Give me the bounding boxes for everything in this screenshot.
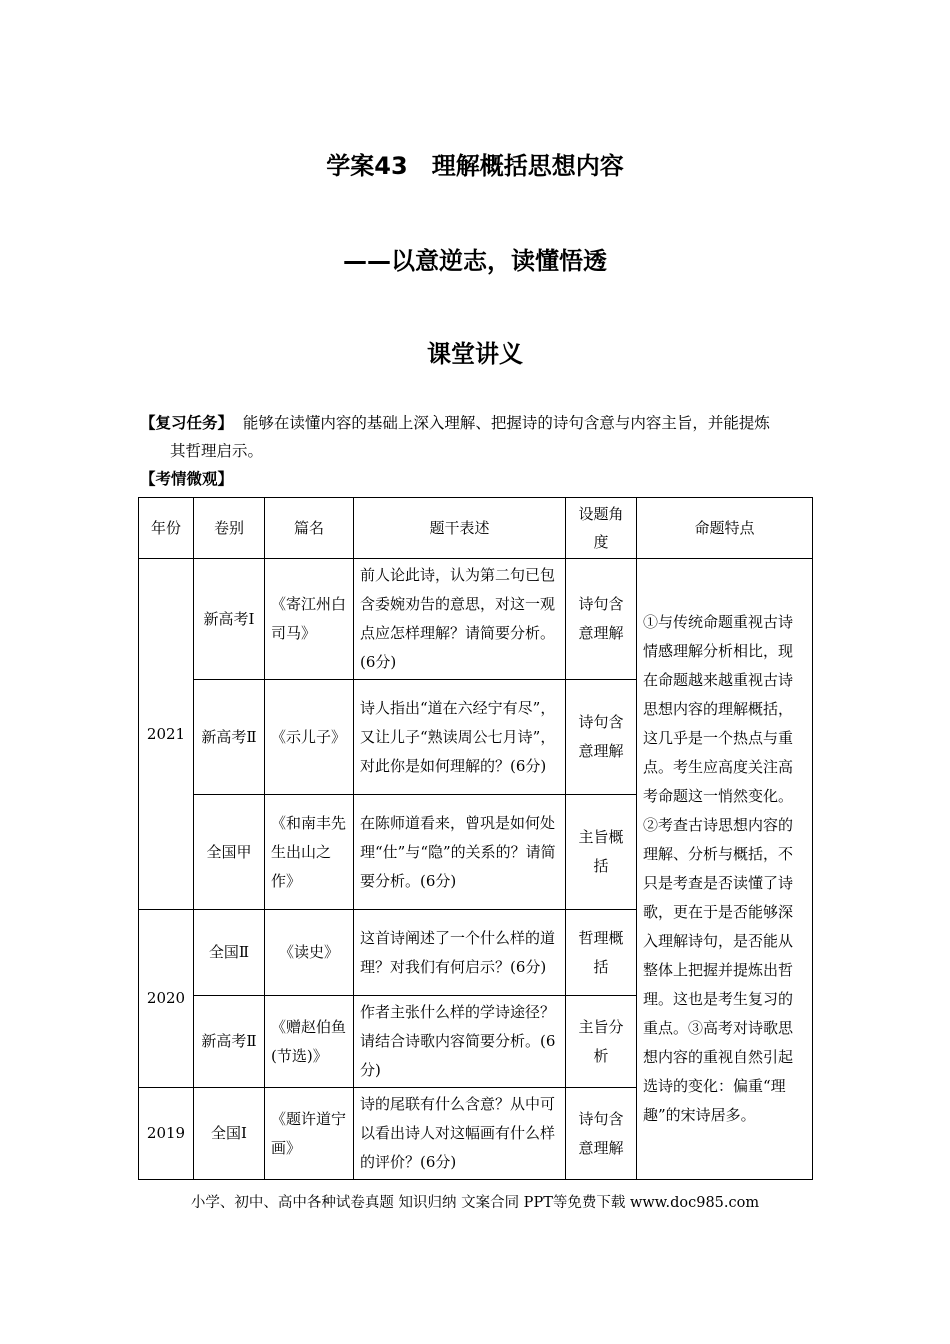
table-row [139,559,813,680]
question-cell: 诗的尾联有什么含意？从中可以看出诗人对这幅画有什么样的评价？(6分) [354,1088,566,1180]
table-header-row [139,498,813,559]
kaoqing-label: 【考情微观】 [140,470,234,488]
angle-cell: 哲理概括 [566,910,637,996]
header-year: 年份 [139,498,194,559]
page-footer: 小学、初中、高中各种试卷真题 知识归纳 文案合同 PPT等免费下载 www.doc985.com [190,1195,760,1211]
question-cell: 作者主张什么样的学诗途径？请结合诗歌内容简要分析。(6分) [354,996,566,1088]
poem-cell: 《和南丰先生出山之作》 [265,795,354,910]
poem-cell: 《示儿子》 [265,680,354,795]
header-angle: 设题角度 [566,498,637,559]
angle-cell: 诗句含意理解 [566,559,637,680]
poem-cell: 《寄江州白司马》 [265,559,354,680]
paper-cell: 全国甲 [194,795,265,910]
header-question: 题干表述 [354,498,566,559]
poem-cell: 《赠赵伯鱼(节选)》 [265,996,354,1088]
header-feature: 命题特点 [637,498,813,559]
year-cell: 2021 [139,559,194,910]
angle-cell: 主旨概括 [566,795,637,910]
review-text-1: 能够在读懂内容的基础上深入理解、把握诗的诗句含意与内容主旨，并能提炼 [242,414,770,432]
review-task [140,409,812,465]
paper-cell: 全国Ⅰ [194,1088,265,1180]
angle-cell: 诗句含意理解 [566,680,637,795]
poem-cell: 《题许道宁画》 [265,1088,354,1180]
paper-cell: 新高考Ⅱ [194,996,265,1088]
angle-cell: 诗句含意理解 [566,1088,637,1180]
question-cell: 前人论此诗，认为第二句已包含委婉劝告的意思，对这一观点应怎样理解？请简要分析。(6分) [354,559,566,680]
feature-cell: ①与传统命题重视古诗情感理解分析相比，现在命题越来越重视古诗思想内容的理解概括，这几乎是一个热点与重点。考生应高度关注高考命题这一悄然变化。②考查古诗思想内容的理解、分析与概括，不只是考查是否读懂了诗歌，更在于是否能够深入理解诗句，是否能从整体上把握并提炼出哲理。这也是考生复习的重点。③高考对诗歌思想内容的重视自然引起选诗的变化：偏重“理趣”的宋诗居多。 [637,559,813,1180]
exam-analysis-table [138,497,813,1180]
header-poem: 篇名 [265,498,354,559]
angle-cell: 主旨分析 [566,996,637,1088]
year-cell: 2019 [139,1088,194,1180]
review-label: 【复习任务】 [140,414,234,432]
paper-cell: 新高考Ⅱ [194,680,265,795]
question-cell: 诗人指出“道在六经宁有尽”，又让儿子“熟读周公七月诗”，对此你是如何理解的？(6分) [354,680,566,795]
header-paper: 卷别 [194,498,265,559]
question-cell: 在陈师道看来，曾巩是如何处理“仕”与“隐”的关系的？请简要分析。(6分) [354,795,566,910]
page-title: 学案43 理解概括思想内容 [326,152,624,180]
year-cell: 2020 [139,910,194,1088]
paper-cell: 全国Ⅱ [194,910,265,996]
review-text-2: 其哲理启示。 [170,442,264,460]
question-cell: 这首诗阐述了一个什么样的道理？对我们有何启示？(6分) [354,910,566,996]
poem-cell: 《读史》 [265,910,354,996]
paper-cell: 新高考Ⅰ [194,559,265,680]
page-subtitle: ——以意逆志，读懂悟透 [343,247,607,275]
section-title: 课堂讲义 [427,340,523,368]
